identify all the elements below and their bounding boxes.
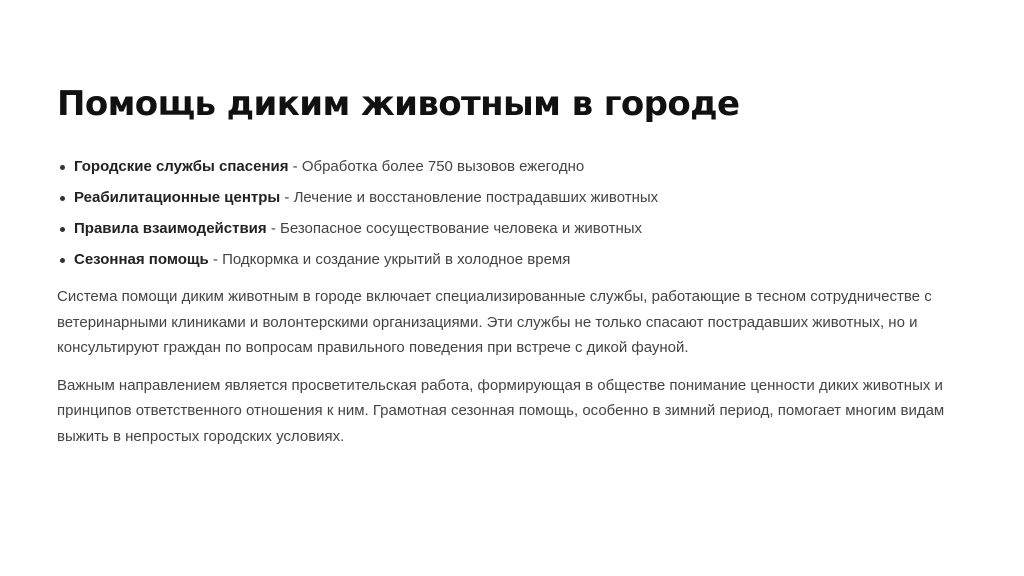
body-paragraph: Важным направлением является просветительская работа, формирующая в обществе понимание ценности диких животных и принципов ответственного отношения к ним. Грамотная сезонная помощь, особенно в зимний период, помогает многим видам выжить в непростых городских условиях. — [57, 376, 945, 445]
slide-content — [57, 80, 977, 461]
bullet-list — [57, 157, 977, 270]
bullet-item — [57, 188, 977, 208]
body-paragraph: Система помощи диким животным в городе включает специализированные службы, работающие в тесном сотрудничестве с ветеринарными клиниками и волонтерскими организациями. Эти службы не только спасают пострадавших животных, но и консультируют граждан по вопросам правильного поведения при встрече с дикой фауной. — [57, 288, 932, 356]
bullet-term: Сезонная помощь — [74, 251, 209, 268]
bullet-description: - Подкормка и создание укрытий в холодное время — [208, 251, 571, 268]
bullet-description: - Обработка более 750 вызовов ежегодно — [288, 158, 585, 175]
bullet-dot-icon — [60, 258, 65, 263]
bullet-item — [57, 219, 977, 239]
bullet-item — [57, 157, 977, 177]
bullet-dot-icon — [60, 196, 65, 201]
bullet-term: Правила взаимодействия — [74, 220, 267, 237]
slide-title: Помощь диким животным в городе — [57, 84, 740, 124]
bullet-dot-icon — [60, 227, 65, 232]
bullet-item — [57, 250, 977, 270]
bullet-description: - Безопасное сосуществование человека и животных — [266, 220, 643, 237]
bullet-description: - Лечение и восстановление пострадавших животных — [280, 189, 659, 206]
bullet-term: Городские службы спасения — [74, 158, 289, 175]
bullet-term: Реабилитационные центры — [74, 189, 281, 206]
bullet-dot-icon — [60, 165, 65, 170]
